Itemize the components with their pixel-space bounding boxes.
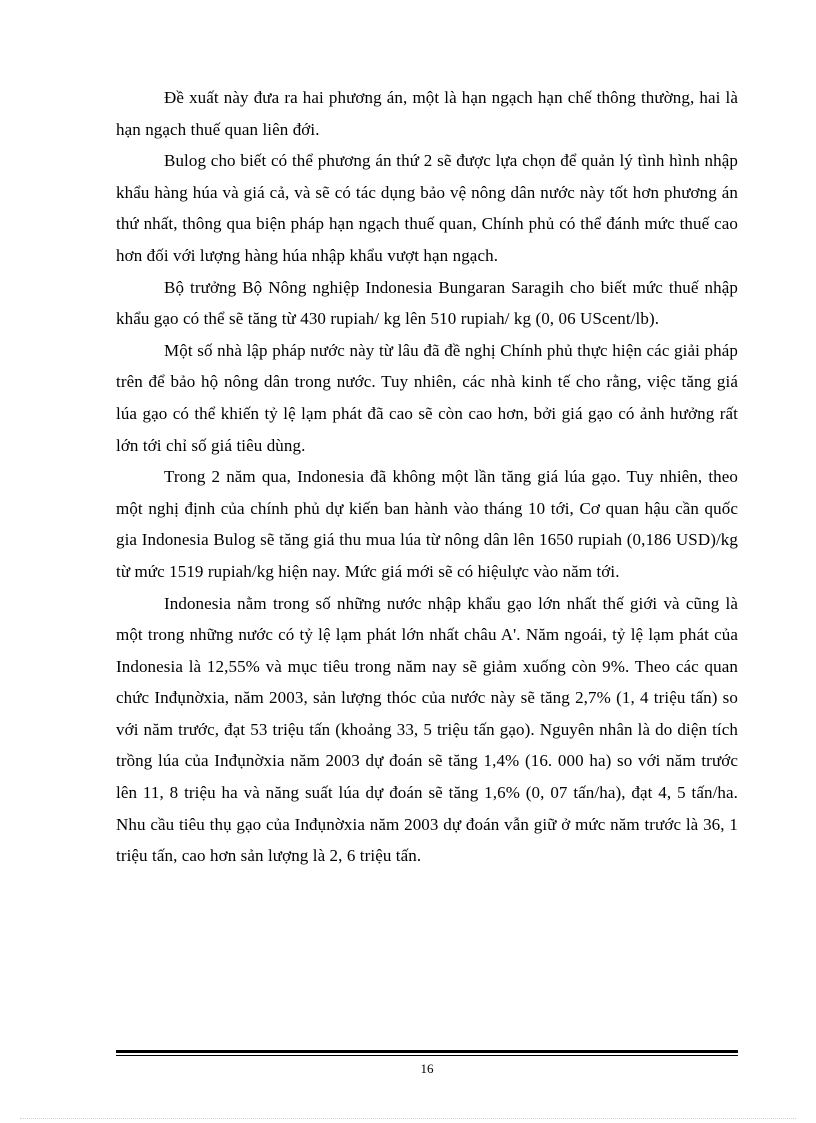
paragraph: Một số nhà lập pháp nước này từ lâu đã đề nghị Chính phủ thực hiện các giải pháp trên để bảo hộ nông dân trong nước. Tuy nhiên, các nhà kinh tế cho rằng, việc tăng giá lúa gạo có thể khiến tỷ lệ lạm phát đã cao sẽ còn cao hơn, bởi giá gạo có ảnh hưởng rất lớn tới chỉ số giá tiêu dùng. (116, 340, 738, 455)
document-body (116, 82, 738, 872)
paragraph: Bộ trưởng Bộ Nông nghiệp Indonesia Bungaran Saragih cho biết mức thuế nhập khẩu gạo có thể sẽ tăng từ 430 rupiah/ kg lên 510 rupiah/ kg (0, 06 UScent/lb). (116, 277, 738, 329)
page-edge (20, 1118, 796, 1119)
page-number: 16 (420, 1061, 434, 1076)
paragraph: Trong 2 năm qua, Indonesia đã không một lần tăng giá lúa gạo. Tuy nhiên, theo một nghị định của chính phủ dự kiến ban hành vào tháng 10 tới, Cơ quan hậu cần quốc gia Indonesia Bulog sẽ tăng giá thu mua lúa từ nông dân lên 1650 rupiah (0,186 USD)/kg từ mức 1519 rupiah/kg hiện nay. Mức giá mới sẽ có hiệulực vào năm tới. (116, 467, 738, 581)
footer-divider-thin (116, 1055, 738, 1056)
footer-divider-thick (116, 1050, 738, 1053)
paragraph: Đề xuất này đưa ra hai phương án, một là hạn ngạch hạn chế thông thường, hai là hạn ngạch thuế quan liên đới. (116, 88, 738, 139)
paragraph: Bulog cho biết có thể phương án thứ 2 sẽ được lựa chọn để quản lý tình hình nhập khẩu hàng húa và giá cả, và sẽ có tác dụng bảo vệ nông dân nước này tốt hơn phương án thứ nhất, thông qua biện pháp hạn ngạch thuế quan, Chính phủ có thể đánh mức thuế cao hơn đối với lượng hàng húa nhập khẩu vượt hạn ngạch. (116, 151, 738, 265)
footer-divider (116, 1050, 738, 1056)
paragraph: Indonesia nằm trong số những nước nhập khẩu gạo lớn nhất thế giới và cũng là một trong những nước có tỷ lệ lạm phát lớn nhất châu A'. Năm ngoái, tỷ lệ lạm phát của Indonesia là 12,55% và mục tiêu trong năm nay sẽ giảm xuống còn 9%. Theo các quan chức Inđụnờxia, năm 2003, sản lượng thóc của nước này sẽ tăng 2,7% (1, 4 triệu tấn) so với năm trước, đạt 53 triệu tấn (khoảng 33, 5 triệu tấn gạo). Nguyên nhân là do diện tích trồng lúa của Inđụnờxia năm 2003 dự đoán sẽ tăng 1,4% (16. 000 ha) so với năm trước lên 11, 8 triệu ha và năng suất lúa dự đoán sẽ tăng 1,6% (0, 07 tấn/ha), đạt 4, 5 tấn/ha. Nhu cầu tiêu thụ gạo của Inđụnờxia năm 2003 dự đoán vẫn giữ ở mức năm trước là 36, 1 triệu tấn, cao hơn sản lượng là 2, 6 triệu tấn. (116, 593, 738, 866)
